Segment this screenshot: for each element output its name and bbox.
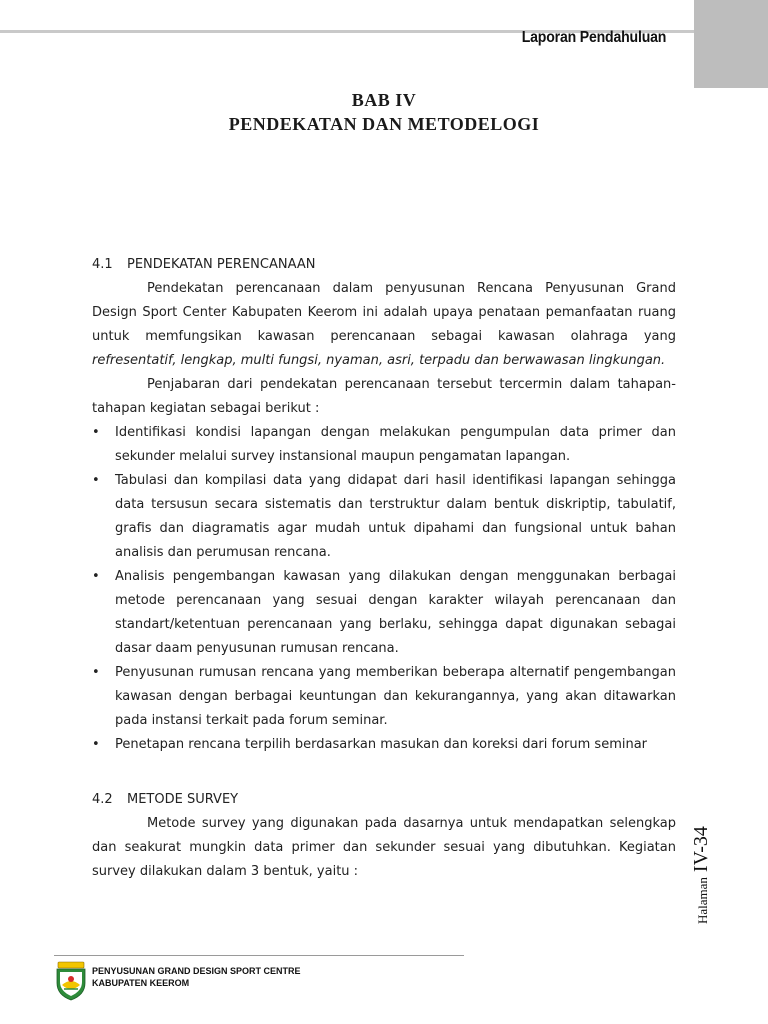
section-title: PENDEKATAN PERENCANAAN <box>127 257 316 272</box>
list-item: • Identifikasi kondisi lapangan dengan melakukan pengumpulan data primer dan sekunder melalui survey instansional maupun pengamatan lapangan. <box>92 421 676 469</box>
section-survey-method <box>92 788 676 884</box>
footer-line: PENYUSUNAN GRAND DESIGN SPORT CENTRE <box>92 966 301 976</box>
list-item: • Tabulasi dan kompilasi data yang didapat dari hasil identifikasi lapangan sehingga data tersusun secara sistematis dan terstruktur dalam bentuk diskriptip, tabulatif, grafis dan diagramatis agar mudah untuk dipahami dan fungsional untuk bahan analisis dan perumusan rencana. <box>92 469 676 565</box>
document-header-title: Laporan Pendahuluan <box>521 29 666 46</box>
list-item: • Penetapan rencana terpilih berdasarkan masukan dan koreksi dari forum seminar <box>92 733 676 757</box>
footer-project-name <box>92 965 301 989</box>
footer-rule <box>54 955 464 956</box>
regency-emblem-logo <box>54 961 88 1001</box>
section-heading <box>92 253 676 277</box>
activity-list <box>92 421 676 757</box>
section-number: 4.1 <box>92 257 113 272</box>
paragraph: Penjabaran dari pendekatan perencanaan tersebut tercermin dalam tahapan-tahapan kegiatan sebagai berikut : <box>92 377 676 416</box>
paragraph-italic-text: refresentatif, lengkap, multi fungsi, nyaman, asri, terpadu dan berwawasan lingkungan. <box>92 353 666 368</box>
page-label-text: Halaman <box>695 877 710 924</box>
chapter-title: PENDEKATAN DAN METODELOGI <box>228 114 540 134</box>
list-item: • Penyusunan rumusan rencana yang memberikan beberapa alternatif pengembangan kawasan dengan berbagai keuntungan dan kekurangannya, yang akan ditawarkan pada instansi terkait pada forum seminar. <box>92 661 676 733</box>
paragraph-text: Pendekatan perencanaan dalam penyusunan Rencana Penyusunan Grand Design Sport Center Kabupaten Keerom ini adalah upaya penataan pemanfaatan ruang untuk memfungsikan kawasan perencanaan sebagai kawasan olahraga yang <box>92 281 676 344</box>
chapter-number: BAB IV <box>351 90 417 110</box>
header-tab <box>694 0 768 88</box>
section-heading <box>92 788 676 812</box>
page-number: IV-34 <box>690 826 712 873</box>
footer-line: KABUPATEN KEEROM <box>92 978 190 988</box>
paragraph <box>92 277 676 373</box>
section-planning-approach <box>92 253 676 757</box>
section-title: METODE SURVEY <box>127 792 239 807</box>
list-item: • Analisis pengembangan kawasan yang dilakukan dengan menggunakan berbagai metode perencanaan yang sesuai dengan karakter wilayah perencanaan dan standart/ketentuan perencanaan yang berlaku, sehingga dapat digunakan sebagai dasar daam penyusunan rumusan rencana. <box>92 565 676 661</box>
page-number-label <box>690 826 713 924</box>
paragraph: Metode survey yang digunakan pada dasarnya untuk mendapatkan selengkap dan seakurat mungkin data primer dan sekunder sesuai yang dibutuhkan. Kegiatan survey dilakukan dalam 3 bentuk, yaitu : <box>92 816 676 879</box>
section-number: 4.2 <box>92 792 113 807</box>
